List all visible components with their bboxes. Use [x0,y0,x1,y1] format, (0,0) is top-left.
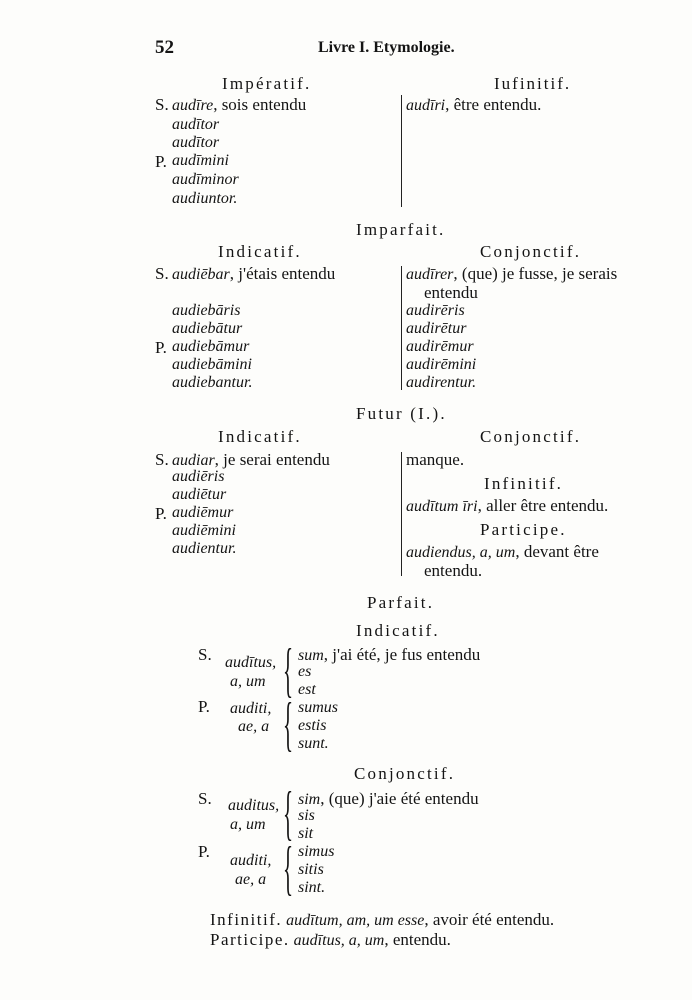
parfait-conj-p-label: P. [198,842,210,861]
infinitif-present: audīri, être entendu. [406,95,542,114]
futur-ind-row-1: audiar, je serai entendu [172,450,330,469]
futur-p-label: P. [155,504,167,523]
futur-s-label: S. [155,450,169,469]
futur-ind-row-4: audiēmur [172,504,234,521]
parfait-ind-s-form-2: es [298,663,312,680]
futur-infinitif: audītum īri, aller être entendu. [406,496,609,515]
parfait-ind-s-stem2: a, um [230,673,266,690]
footer-infinitif: Infinitif. audītum, am, um esse, avoir été entendu. [210,910,555,929]
imperatif-row-2: audītor [172,116,220,133]
parfait-ind-p-stem2: ae, a [238,718,270,735]
brace-2: { [283,691,294,757]
brace-4: { [283,835,294,901]
imparfait-conj-row-2: audirēris [406,302,465,319]
page-number: 52 [155,37,174,58]
futur-ind-row-6: audientur. [172,540,237,557]
column-divider-2 [401,266,402,390]
futur-ind-row-3: audiētur [172,486,227,503]
futur-conjonctif-title: Conjonctif. [480,427,582,446]
brace-1: { [283,637,294,703]
parfait-ind-s-form-1: sum, j'ai été, je fus entendu [298,645,481,664]
imparfait-conj-row-4: audirēmur [406,338,474,355]
parfait-conj-s-form-3: sit [298,825,314,842]
imparfait-conj-row-3: audirētur [406,320,467,337]
imperatif-row-6: audiuntor. [172,190,238,207]
imparfait-indicatif-title: Indicatif. [218,242,302,261]
futur-participe: audiendus, a, um, devant être [406,542,599,561]
parfait-conjonctif-title: Conjonctif. [354,764,456,783]
imperatif-p-label: P. [155,152,167,171]
parfait-conj-s-stem1: auditus, [228,797,280,814]
futur-title: Futur (I.). [356,404,447,423]
imparfait-conj-cont: entendu [424,283,478,302]
brace-3: { [283,780,294,846]
parfait-conj-p-form-2: sitis [298,861,324,878]
parfait-title: Parfait. [367,593,435,612]
imparfait-p-label: P. [155,338,167,357]
imparfait-conjonctif-title: Conjonctif. [480,242,582,261]
parfait-conj-p-form-3: sint. [298,879,326,896]
imparfait-conj-row-6: audirentur. [406,374,477,391]
parfait-conj-p-form-1: simus [298,843,335,860]
parfait-ind-p-form-2: estis [298,717,327,734]
imparfait-conj-row-5: audirēmini [406,356,477,373]
imparfait-s-label: S. [155,264,169,283]
infinitif-title: Iufinitif. [494,74,572,93]
imparfait-title: Imparfait. [356,220,446,239]
imperatif-row-4: audīmini [172,152,229,169]
futur-participe-cont: entendu. [424,561,483,580]
imparfait-ind-row-1: audiēbar, j'étais entendu [172,264,336,283]
imparfait-ind-row-4: audiebāmur [172,338,250,355]
parfait-conj-s-label: S. [198,789,212,808]
futur-participe-title: Participe. [480,520,567,539]
parfait-conj-p-stem2: ae, a [235,871,267,888]
futur-ind-row-5: audiēmini [172,522,236,539]
futur-ind-row-2: audiēris [172,468,225,485]
parfait-ind-p-label: P. [198,697,210,716]
imparfait-conj-row-1: audīrer, (que) je fusse, je serais [406,264,618,283]
imperatif-row-1: audīre, sois entendu [172,95,307,114]
column-divider-1 [401,95,402,207]
parfait-ind-p-stem1: auditi, [230,700,272,717]
futur-indicatif-title: Indicatif. [218,427,302,446]
parfait-ind-p-form-3: sunt. [298,735,329,752]
parfait-ind-s-stem1: audītus, [225,654,277,671]
imperatif-title: Impératif. [222,74,312,93]
futur-infinitif-title: Infinitif. [484,474,564,493]
parfait-ind-p-form-1: sumus [298,699,339,716]
parfait-indicatif-title: Indicatif. [356,621,440,640]
footer-participe: Participe. audītus, a, um, entendu. [210,930,451,949]
parfait-conj-s-stem2: a, um [230,816,266,833]
imperatif-row-5: audīminor [172,171,239,188]
imperatif-s-label: S. [155,95,169,114]
running-title: Livre I. Etymologie. [318,39,455,56]
futur-conj-text: manque. [406,450,465,469]
imparfait-ind-row-6: audiebantur. [172,374,253,391]
parfait-ind-s-label: S. [198,645,212,664]
imparfait-ind-row-5: audiebāmini [172,356,252,373]
imparfait-ind-row-2: audiebāris [172,302,241,319]
column-divider-3 [401,452,402,576]
parfait-ind-s-form-3: est [298,681,316,698]
parfait-conj-s-form-1: sim, (que) j'aie été entendu [298,789,479,808]
parfait-conj-s-form-2: sis [298,807,315,824]
imperatif-row-3: audītor [172,134,220,151]
parfait-conj-p-stem1: auditi, [230,852,272,869]
imparfait-ind-row-3: audiebātur [172,320,243,337]
